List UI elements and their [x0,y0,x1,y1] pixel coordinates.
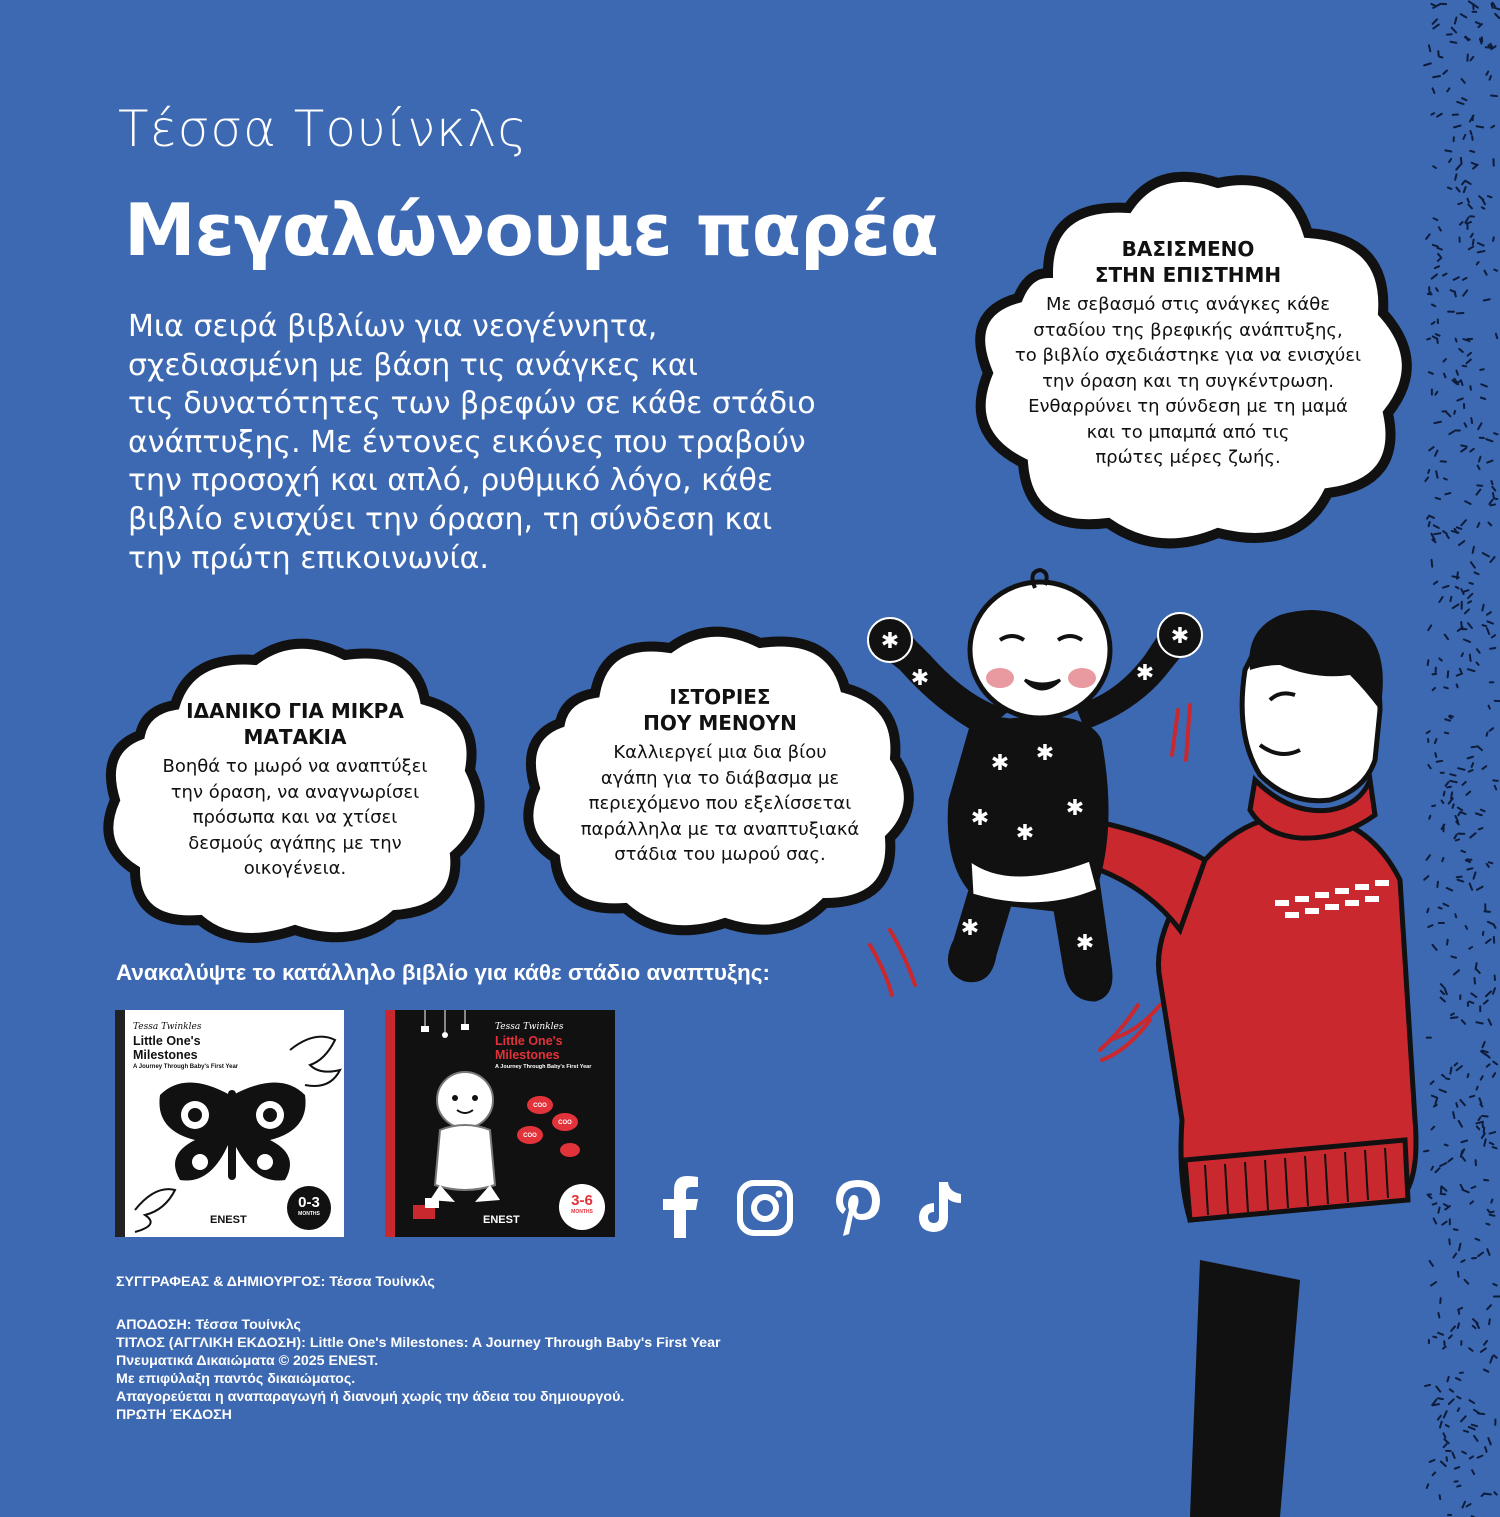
cloud-body-line: πρώτες μέρες ζωής. [1095,447,1281,468]
svg-text:✱: ✱ [1075,931,1095,956]
age-unit: MONTHS [298,1211,320,1217]
credits-line: Με επιφύλαξη παντός δικαιώματος. [116,1371,356,1387]
book-publisher: ENEST [210,1214,247,1226]
book-title: Little One's [133,1034,201,1048]
cloud-body-line: πρόσωπα και να χτίσει [192,807,398,828]
cloud-body-line: την όραση, να αναγνωρίσει [170,781,420,803]
book-cover-0-3[interactable] [115,1010,344,1237]
cloud-body-line: το βιβλίο σχεδιάστηκε για να ενισχύει [1014,345,1362,366]
svg-text:✱: ✱ [1035,741,1055,766]
svg-text:✱: ✱ [910,666,930,691]
cloud-body-line: δεσμούς αγάπης με την [188,832,402,854]
intro-line: τις δυνατότητες των βρεφών σε κάθε στάδιο [128,386,816,422]
svg-text:✱: ✱ [1135,661,1155,686]
book-publisher: ENEST [483,1214,520,1226]
cloud-heading: ΜΑΤΑΚΙΑ [243,725,347,749]
book-author: Tessa Twinkles [133,1022,202,1032]
intro-line: ανάπτυξης. Με έντονες εικόνες που τραβούν [128,424,806,460]
cloud-body-line: Με σεβασμό στις ανάγκες κάθε [1046,294,1330,315]
age-badge [559,1184,605,1230]
facebook-icon[interactable] [660,1176,700,1243]
cloud-body-line: σταδίου της βρεφικής ανάπτυξης, [1033,319,1343,341]
cloud-heading: ΠΟΥ ΜΕΝΟΥΝ [643,711,797,735]
svg-text:✱: ✱ [990,751,1010,776]
coo-bubble-text: COO [558,1120,572,1126]
svg-text:✱: ✱ [970,806,990,831]
page-title: Μεγαλώνουμε παρέα [124,188,939,272]
cloud-lasting-stories [500,618,940,938]
intro-line: βιβλίο ενισχύει την όραση, τη σύνδεση και [128,501,773,537]
intro-line: την πρώτη επικοινωνία. [128,540,489,576]
cloud-based-on-science [958,163,1418,563]
book-title: Milestones [495,1048,560,1062]
intro-line: σχεδιασμένη με βάση τις ανάγκες και [128,347,698,383]
book-subtitle: A Journey Through Baby's First Year [133,1064,239,1070]
cloud-heading: ΣΤΗΝ ΕΠΙΣΤΗΜΗ [1094,263,1282,287]
cloud-body-line: και το μπαμπά από τις [1086,421,1290,443]
credits-line: ΤΙΤΛΟΣ (ΑΓΓΛΙΚΗ ΕΚΔΟΣΗ): Little One's Milestones: A Journey Through Baby's First Year [116,1335,721,1351]
age-badge [287,1186,331,1230]
book-title: Milestones [133,1048,198,1062]
svg-text:✱: ✱ [1065,796,1085,821]
age-range: 0-3 [298,1194,320,1211]
credits-line: Απαγορεύεται η αναπαραγωγή ή διανομή χωρίς την άδεια του δημιουργού. [116,1389,625,1405]
instagram-icon[interactable] [737,1180,793,1241]
cloud-heading: ΒΑΣΙΣΜΕΝΟ [1121,237,1255,261]
cloud-body-line: παράλληλα με τα αναπτυξιακά [580,818,860,840]
coo-bubble-text: COO [523,1133,537,1139]
cloud-heading: ΙΣΤΟΡΙΕΣ [669,685,771,709]
intro-line: την προσοχή και απλό, ρυθμικό λόγο, κάθε [128,463,774,499]
cloud-body-line: Βοηθά το μωρό να αναπτύξει [162,756,428,777]
author-name: Τέσσα Τουίνκλς [118,100,528,158]
book-subtitle: A Journey Through Baby's First Year [495,1064,592,1070]
cloud-heading: ΙΔΑΝΙΚΟ ΓΙΑ ΜΙΚΡΑ [186,699,404,723]
svg-text:✱: ✱ [960,916,980,941]
intro-paragraph [128,308,958,578]
father-baby-illustration [860,560,1430,1517]
cloud-body-line: αγάπη για το διάβασμα με [600,767,840,789]
cloud-body-line: Ενθαρρύνει τη σύνδεση με τη μαμά [1028,396,1348,417]
age-range: 3-6 [571,1192,593,1209]
cloud-body-line: Καλλιεργεί μια δια βίου [613,742,827,763]
cloud-body-line: περιεχόμενο που εξελίσσεται [588,793,852,814]
book-cover-3-6[interactable] [385,1010,615,1237]
cloud-ideal-for-small-eyes [95,630,495,950]
cloud-body-line: οικογένεια. [243,858,347,879]
discover-heading: Ανακαλύψτε το κατάλληλο βιβλίο για κάθε στάδιο αναπτυξης: [116,960,770,985]
pinterest-icon[interactable] [834,1178,882,1243]
credits-block [116,1316,720,1424]
coo-bubble-text: COO [533,1103,547,1109]
tiktok-icon[interactable] [915,1180,965,1239]
credits-author: ΣΥΓΓΡΑΦΕΑΣ & ΔΗΜΙΟΥΡΓΟΣ: Τέσσα Τουίνκλς [116,1274,435,1290]
svg-text:✱: ✱ [1170,624,1190,649]
cloud-body-line: στάδια του μωρού σας. [614,844,826,865]
credits-line: ΑΠΟΔΟΣΗ: Τέσσα Τουίνκλς [116,1317,301,1333]
svg-text:✱: ✱ [880,629,900,654]
svg-text:✱: ✱ [1015,821,1035,846]
credits-line: Πνευματικά Δικαιώματα © 2025 ENEST. [116,1353,379,1369]
intro-line: Μια σειρά βιβλίων για νεογέννητα, [128,309,658,344]
age-unit: MONTHS [571,1209,593,1215]
book-title: Little One's [495,1034,563,1048]
dotted-pattern [1420,0,1500,1517]
cloud-body-line: την όραση και τη συγκέντρωση. [1042,370,1334,392]
book-author: Tessa Twinkles [495,1022,564,1032]
credits-line: ΠΡΩΤΗ ΈΚΔΟΣΗ [116,1407,232,1423]
